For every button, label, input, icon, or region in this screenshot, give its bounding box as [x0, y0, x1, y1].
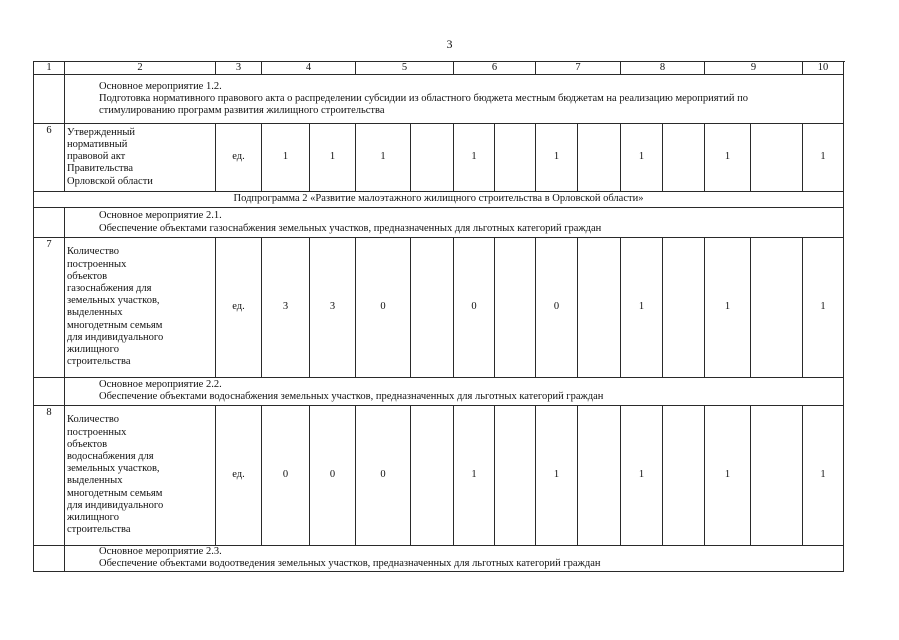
indicator-name-line: жилищного	[67, 511, 119, 523]
unit-cell: ед.	[216, 238, 262, 378]
value-cell: 1	[536, 123, 578, 191]
indicator-name-line: жилищного	[67, 344, 119, 356]
indicator-name	[65, 123, 216, 191]
indicators-table	[33, 61, 844, 572]
indicator-name-line: объектов	[67, 438, 108, 450]
header-col-8: 8	[621, 62, 705, 75]
row-measure-2-3	[34, 545, 844, 571]
value-cell: 1	[803, 123, 844, 191]
measure-title: Основное мероприятие 2.3.	[99, 546, 222, 558]
measure-text-line: Обеспечение объектами газоснабжения земельных участков, предназначенных для льготных категорий граждан	[99, 222, 602, 234]
measure-text-line: стимулированию программ развития жилищного строительства	[99, 105, 385, 117]
measure-cell	[65, 75, 844, 124]
indicator-name-line: построенных	[67, 258, 127, 270]
value-cell: 1	[705, 406, 751, 546]
measure-title: Основное мероприятие 2.1.	[99, 210, 222, 222]
unit-cell: ед.	[216, 123, 262, 191]
value-cell: 0	[310, 406, 356, 546]
value-cell	[751, 123, 803, 191]
number-cell	[34, 545, 65, 571]
row-number: 8	[34, 406, 65, 546]
value-cell	[578, 238, 621, 378]
row-number: 6	[34, 123, 65, 191]
unit-cell: ед.	[216, 406, 262, 546]
value-cell: 0	[536, 238, 578, 378]
indicator-name-line: строительства	[67, 524, 131, 536]
value-cell: 1	[621, 123, 663, 191]
indicator-name-line: Количество	[67, 414, 120, 426]
measure-text-line: Обеспечение объектами водоснабжения земельных участков, предназначенных для льготных категорий граждан	[99, 391, 604, 403]
measure-cell	[65, 545, 844, 571]
value-cell	[495, 123, 536, 191]
value-cell: 1	[705, 238, 751, 378]
value-cell: 1	[803, 406, 844, 546]
indicator-name-line: водоснабжения для	[67, 450, 154, 462]
page-number: 3	[446, 37, 453, 51]
indicator-name-line: Утвержденный	[67, 126, 135, 138]
row-measure-1-2	[34, 75, 844, 124]
value-cell: 3	[262, 238, 310, 378]
value-cell: 0	[356, 406, 411, 546]
header-col-2: 2	[65, 62, 216, 75]
value-cell	[495, 406, 536, 546]
indicator-name-line: Количество	[67, 246, 120, 258]
measure-text-line: Подготовка нормативного правового акта о распределении субсидии из областного бюджета местным бюджетам на реализацию мероприятий по	[99, 93, 748, 105]
row-indicator-7	[34, 238, 844, 378]
indicator-name	[65, 406, 216, 546]
number-cell	[34, 377, 65, 405]
header-col-4: 4	[262, 62, 356, 75]
value-cell: 1	[454, 406, 495, 546]
indicator-name-line: для индивидуального	[67, 331, 164, 343]
value-cell	[578, 123, 621, 191]
value-cell	[411, 406, 454, 546]
header-col-1: 1	[34, 62, 65, 75]
row-indicator-8	[34, 406, 844, 546]
value-cell: 1	[621, 238, 663, 378]
indicator-name-line: строительства	[67, 356, 131, 368]
indicator-name-line: Орловской области	[67, 175, 153, 187]
row-number: 7	[34, 238, 65, 378]
indicator-name-line: для индивидуального	[67, 499, 164, 511]
indicator-name-line: земельных участков,	[67, 295, 160, 307]
value-cell	[663, 238, 705, 378]
indicator-name-line: нормативный	[67, 138, 128, 150]
value-cell: 1	[536, 406, 578, 546]
indicator-name-line: правовой акт	[67, 151, 126, 163]
measure-title: Основное мероприятие 1.2.	[99, 80, 222, 92]
value-cell	[751, 238, 803, 378]
value-cell	[411, 123, 454, 191]
number-cell	[34, 207, 65, 237]
value-cell: 1	[454, 123, 495, 191]
header-col-9: 9	[705, 62, 803, 75]
number-cell	[34, 75, 65, 124]
value-cell	[411, 238, 454, 378]
value-cell: 3	[310, 238, 356, 378]
row-subprogram-2	[34, 191, 844, 207]
indicator-name-line: многодетным семьям	[67, 487, 163, 499]
measure-cell	[65, 377, 844, 405]
indicator-name-line: выделенных	[67, 475, 123, 487]
value-cell: 0	[454, 238, 495, 378]
header-col-10: 10	[803, 62, 844, 75]
value-cell: 1	[356, 123, 411, 191]
value-cell	[663, 406, 705, 546]
indicator-name-line: Правительства	[67, 163, 134, 175]
value-cell	[663, 123, 705, 191]
header-col-3: 3	[216, 62, 262, 75]
measure-title: Основное мероприятие 2.2.	[99, 379, 222, 391]
row-measure-2-2	[34, 377, 844, 405]
row-measure-2-1	[34, 207, 844, 237]
indicator-name-line: многодетным семьям	[67, 319, 163, 331]
header-row	[34, 62, 844, 75]
subprogram-heading: Подпрограмма 2 «Развитие малоэтажного жилищного строительства в Орловской области»	[34, 191, 844, 207]
header-col-7: 7	[536, 62, 621, 75]
value-cell	[495, 238, 536, 378]
indicator-name-line: построенных	[67, 426, 127, 438]
value-cell: 1	[621, 406, 663, 546]
header-col-6: 6	[454, 62, 536, 75]
value-cell: 0	[356, 238, 411, 378]
value-cell: 1	[262, 123, 310, 191]
indicator-name-line: газоснабжения для	[67, 283, 152, 295]
value-cell	[578, 406, 621, 546]
value-cell: 1	[310, 123, 356, 191]
header-col-5: 5	[356, 62, 454, 75]
row-indicator-6	[34, 123, 844, 191]
value-cell: 1	[705, 123, 751, 191]
measure-cell	[65, 207, 844, 237]
indicator-name	[65, 238, 216, 378]
value-cell	[751, 406, 803, 546]
indicator-name-line: объектов	[67, 270, 108, 282]
measure-text-line: Обеспечение объектами водоотведения земельных участков, предназначенных для льготных категорий граждан	[99, 558, 601, 570]
value-cell: 0	[262, 406, 310, 546]
indicator-name-line: земельных участков,	[67, 463, 160, 475]
indicator-name-line: выделенных	[67, 307, 123, 319]
value-cell: 1	[803, 238, 844, 378]
